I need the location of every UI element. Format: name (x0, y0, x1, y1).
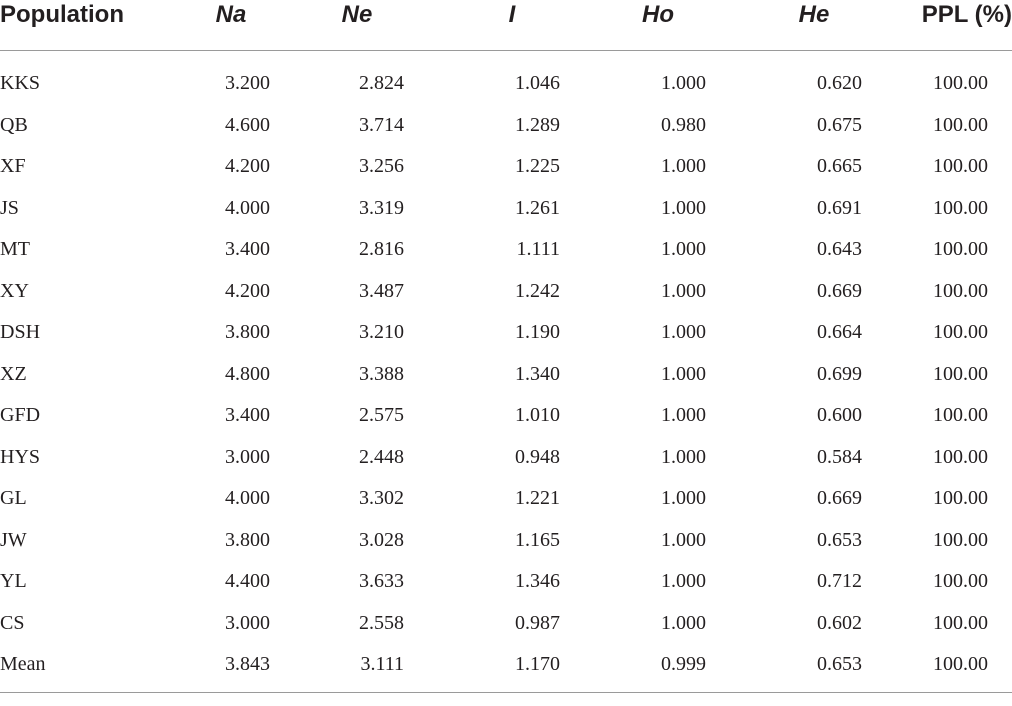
cell-na: 4.600 (225, 113, 270, 136)
cell-population: JS (0, 196, 19, 219)
cell-ppl: 100.00 (933, 570, 988, 593)
cell-ho: 0.999 (560, 644, 706, 692)
table-row (0, 354, 1012, 396)
cell-i: 1.165 (515, 528, 560, 551)
cell-na: 3.800 (225, 528, 270, 551)
cell-he: 0.653 (706, 644, 862, 692)
cell-he: 0.712 (817, 570, 862, 593)
cell-ppl: 100.00 (933, 238, 988, 261)
header-i: I (404, 0, 560, 51)
header-ho: Ho (560, 0, 706, 51)
cell-i: 1.242 (515, 279, 560, 302)
cell-ho: 1.000 (661, 528, 706, 551)
table-row (0, 603, 1012, 645)
cell-ppl: 100.00 (933, 611, 988, 634)
cell-ne: 3.111 (270, 644, 404, 692)
cell-ne: 3.256 (359, 155, 404, 178)
cell-ne: 2.448 (359, 445, 404, 468)
cell-ho: 1.000 (661, 155, 706, 178)
cell-ho: 1.000 (661, 404, 706, 427)
table-row (0, 644, 1012, 692)
cell-population: XY (0, 279, 29, 302)
cell-ne: 3.210 (359, 321, 404, 344)
cell-ho: 1.000 (661, 362, 706, 385)
cell-na: 4.000 (225, 487, 270, 510)
table-row (0, 561, 1012, 603)
cell-population: GL (0, 487, 27, 510)
cell-he: 0.584 (817, 445, 862, 468)
cell-ppl: 100.00 (933, 445, 988, 468)
cell-population: MT (0, 238, 30, 261)
cell-he: 0.600 (817, 404, 862, 427)
cell-he: 0.669 (817, 279, 862, 302)
cell-i: 0.948 (515, 445, 560, 468)
cell-na: 3.800 (225, 321, 270, 344)
cell-population: CS (0, 611, 25, 634)
cell-ne: 3.302 (359, 487, 404, 510)
cell-i: 1.221 (515, 487, 560, 510)
cell-i: 1.190 (515, 321, 560, 344)
header-ne: Ne (270, 0, 404, 51)
cell-he: 0.664 (817, 321, 862, 344)
table-header (0, 0, 1012, 51)
cell-i: 1.261 (515, 196, 560, 219)
cell-ppl: 100.00 (933, 113, 988, 136)
table-row (0, 146, 1012, 188)
cell-he: 0.691 (817, 196, 862, 219)
cell-population: HYS (0, 445, 41, 468)
table-row (0, 312, 1012, 354)
cell-ho: 1.000 (661, 321, 706, 344)
cell-ne: 3.714 (359, 113, 404, 136)
cell-ho: 1.000 (661, 445, 706, 468)
cell-ppl: 100.00 (933, 72, 988, 95)
cell-ho: 1.000 (661, 279, 706, 302)
cell-ho: 0.980 (661, 113, 706, 136)
cell-population: QB (0, 113, 28, 136)
cell-ppl: 100.00 (933, 487, 988, 510)
table-row (0, 478, 1012, 520)
cell-i: 1.225 (515, 155, 560, 178)
cell-i: 1.046 (515, 72, 560, 95)
cell-ppl: 100.00 (933, 321, 988, 344)
cell-population: XZ (0, 362, 27, 385)
cell-population: Mean (0, 644, 162, 692)
table-row (0, 437, 1012, 479)
cell-i: 1.346 (515, 570, 560, 593)
header-population: Population (0, 0, 162, 51)
cell-ne: 3.633 (359, 570, 404, 593)
cell-ppl: 100.00 (933, 196, 988, 219)
cell-i: 1.111 (516, 238, 560, 261)
cell-na: 3.200 (225, 72, 270, 95)
cell-ppl: 100.00 (862, 644, 1012, 692)
table-row (0, 51, 1012, 105)
cell-na: 3.400 (225, 404, 270, 427)
cell-i: 1.010 (515, 404, 560, 427)
cell-ho: 1.000 (661, 487, 706, 510)
cell-ne: 2.824 (359, 72, 404, 95)
cell-ppl: 100.00 (933, 155, 988, 178)
table-row (0, 395, 1012, 437)
cell-na: 3.843 (162, 644, 270, 692)
cell-he: 0.665 (817, 155, 862, 178)
cell-na: 4.000 (225, 196, 270, 219)
header-na: Na (162, 0, 270, 51)
table-row (0, 229, 1012, 271)
header-he: He (706, 0, 862, 51)
table-row (0, 105, 1012, 147)
cell-i: 1.170 (404, 644, 560, 692)
cell-i: 1.289 (515, 113, 560, 136)
cell-i: 0.987 (515, 611, 560, 634)
cell-ppl: 100.00 (933, 362, 988, 385)
cell-population: JW (0, 528, 27, 551)
cell-ho: 1.000 (661, 611, 706, 634)
cell-ne: 2.816 (359, 238, 404, 261)
cell-na: 4.400 (225, 570, 270, 593)
cell-population: YL (0, 570, 27, 593)
table-body (0, 51, 1012, 693)
cell-he: 0.620 (817, 72, 862, 95)
cell-he: 0.643 (817, 238, 862, 261)
cell-na: 3.000 (225, 611, 270, 634)
cell-ho: 1.000 (661, 72, 706, 95)
cell-he: 0.653 (817, 528, 862, 551)
header-ppl: PPL (%) (862, 0, 1012, 51)
cell-he: 0.669 (817, 487, 862, 510)
cell-ne: 2.558 (359, 611, 404, 634)
cell-population: KKS (0, 72, 41, 95)
table-row (0, 188, 1012, 230)
cell-ne: 3.388 (359, 362, 404, 385)
cell-na: 3.400 (225, 238, 270, 261)
cell-ho: 1.000 (661, 238, 706, 261)
cell-ho: 1.000 (661, 570, 706, 593)
table-row (0, 520, 1012, 562)
cell-na: 3.000 (225, 445, 270, 468)
cell-ppl: 100.00 (933, 279, 988, 302)
cell-he: 0.699 (817, 362, 862, 385)
cell-ne: 2.575 (359, 404, 404, 427)
cell-ppl: 100.00 (933, 528, 988, 551)
cell-he: 0.675 (817, 113, 862, 136)
cell-population: XF (0, 155, 26, 178)
cell-ne: 3.319 (359, 196, 404, 219)
cell-na: 4.200 (225, 155, 270, 178)
cell-population: DSH (0, 321, 41, 344)
cell-i: 1.340 (515, 362, 560, 385)
cell-ho: 1.000 (661, 196, 706, 219)
cell-ne: 3.487 (359, 279, 404, 302)
cell-population: GFD (0, 404, 41, 427)
table-row (0, 271, 1012, 313)
cell-ne: 3.028 (359, 528, 404, 551)
header-row (0, 0, 1012, 51)
cell-he: 0.602 (817, 611, 862, 634)
cell-ppl: 100.00 (933, 404, 988, 427)
cell-na: 4.800 (225, 362, 270, 385)
cell-na: 4.200 (225, 279, 270, 302)
